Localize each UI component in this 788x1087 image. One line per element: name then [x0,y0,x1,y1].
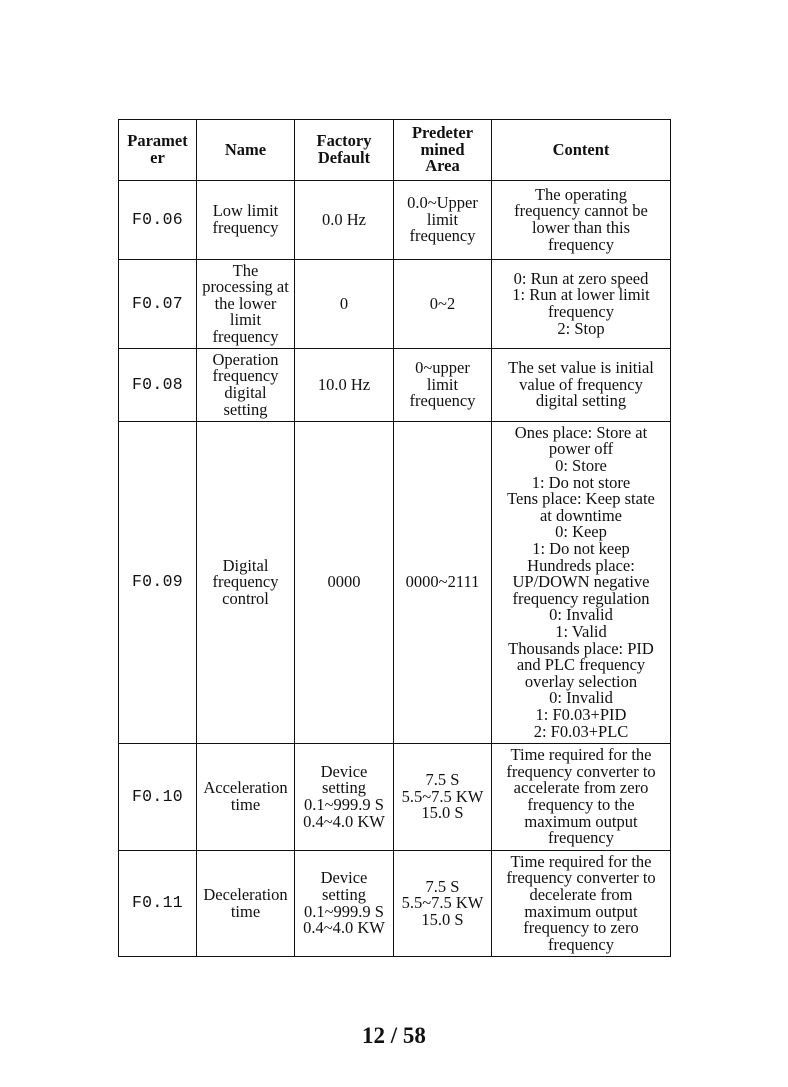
param-code: F0.08 [119,349,197,422]
header-parameter: Paramet er [119,120,197,181]
param-code: F0.07 [119,260,197,349]
param-name: Acceleration time [197,744,295,851]
param-default: 0000 [295,422,394,744]
header-name: Name [197,120,295,181]
parameter-table [118,119,671,957]
param-content: 0: Run at zero speed 1: Run at lower limit frequency 2: Stop [492,260,671,349]
param-name: Digital frequency control [197,422,295,744]
param-content: Time required for the frequency converter to decelerate from maximum output frequency to zero frequency [492,851,671,957]
param-name: The processing at the lower limit frequency [197,260,295,349]
param-content: The set value is initial value of frequency digital setting [492,349,671,422]
header-factory-default: Factory Default [295,120,394,181]
param-code: F0.10 [119,744,197,851]
param-default: Device setting 0.1~999.9 S 0.4~4.0 KW [295,744,394,851]
param-code: F0.06 [119,181,197,260]
param-name: Low limit frequency [197,181,295,260]
param-area: 0~2 [394,260,492,349]
param-code: F0.09 [119,422,197,744]
param-default: 10.0 Hz [295,349,394,422]
table-row [119,851,671,957]
table-row [119,422,671,744]
param-default: 0 [295,260,394,349]
param-code: F0.11 [119,851,197,957]
param-area: 7.5 S 5.5~7.5 KW 15.0 S [394,744,492,851]
param-area: 7.5 S 5.5~7.5 KW 15.0 S [394,851,492,957]
param-content: Time required for the frequency converter to accelerate from zero frequency to the maximum output frequency [492,744,671,851]
param-content: The operating frequency cannot be lower than this frequency [492,181,671,260]
param-area: 0~upper limit frequency [394,349,492,422]
param-area: 0.0~Upper limit frequency [394,181,492,260]
param-default: Device setting 0.1~999.9 S 0.4~4.0 KW [295,851,394,957]
param-content: Ones place: Store at power off 0: Store 1: Do not store Tens place: Keep state at downtime 0: Keep 1: Do not keep Hundreds place: UP/DOWN negative frequency regulation 0: Invalid 1: Valid Thousands place: PID and PLC frequency overlay selection 0: Invalid 1: F0.03+PID 2: F0.03+PLC [492,422,671,744]
param-name: Deceleration time [197,851,295,957]
header-predetermined-area: Predeter mined Area [394,120,492,181]
table-row [119,181,671,260]
param-area: 0000~2111 [394,422,492,744]
param-default: 0.0 Hz [295,181,394,260]
table-row [119,744,671,851]
page-number: 12 / 58 [362,1023,426,1048]
header-content: Content [492,120,671,181]
table-row [119,349,671,422]
table-header-row [119,120,671,181]
param-name: Operation frequency digital setting [197,349,295,422]
table-row [119,260,671,349]
